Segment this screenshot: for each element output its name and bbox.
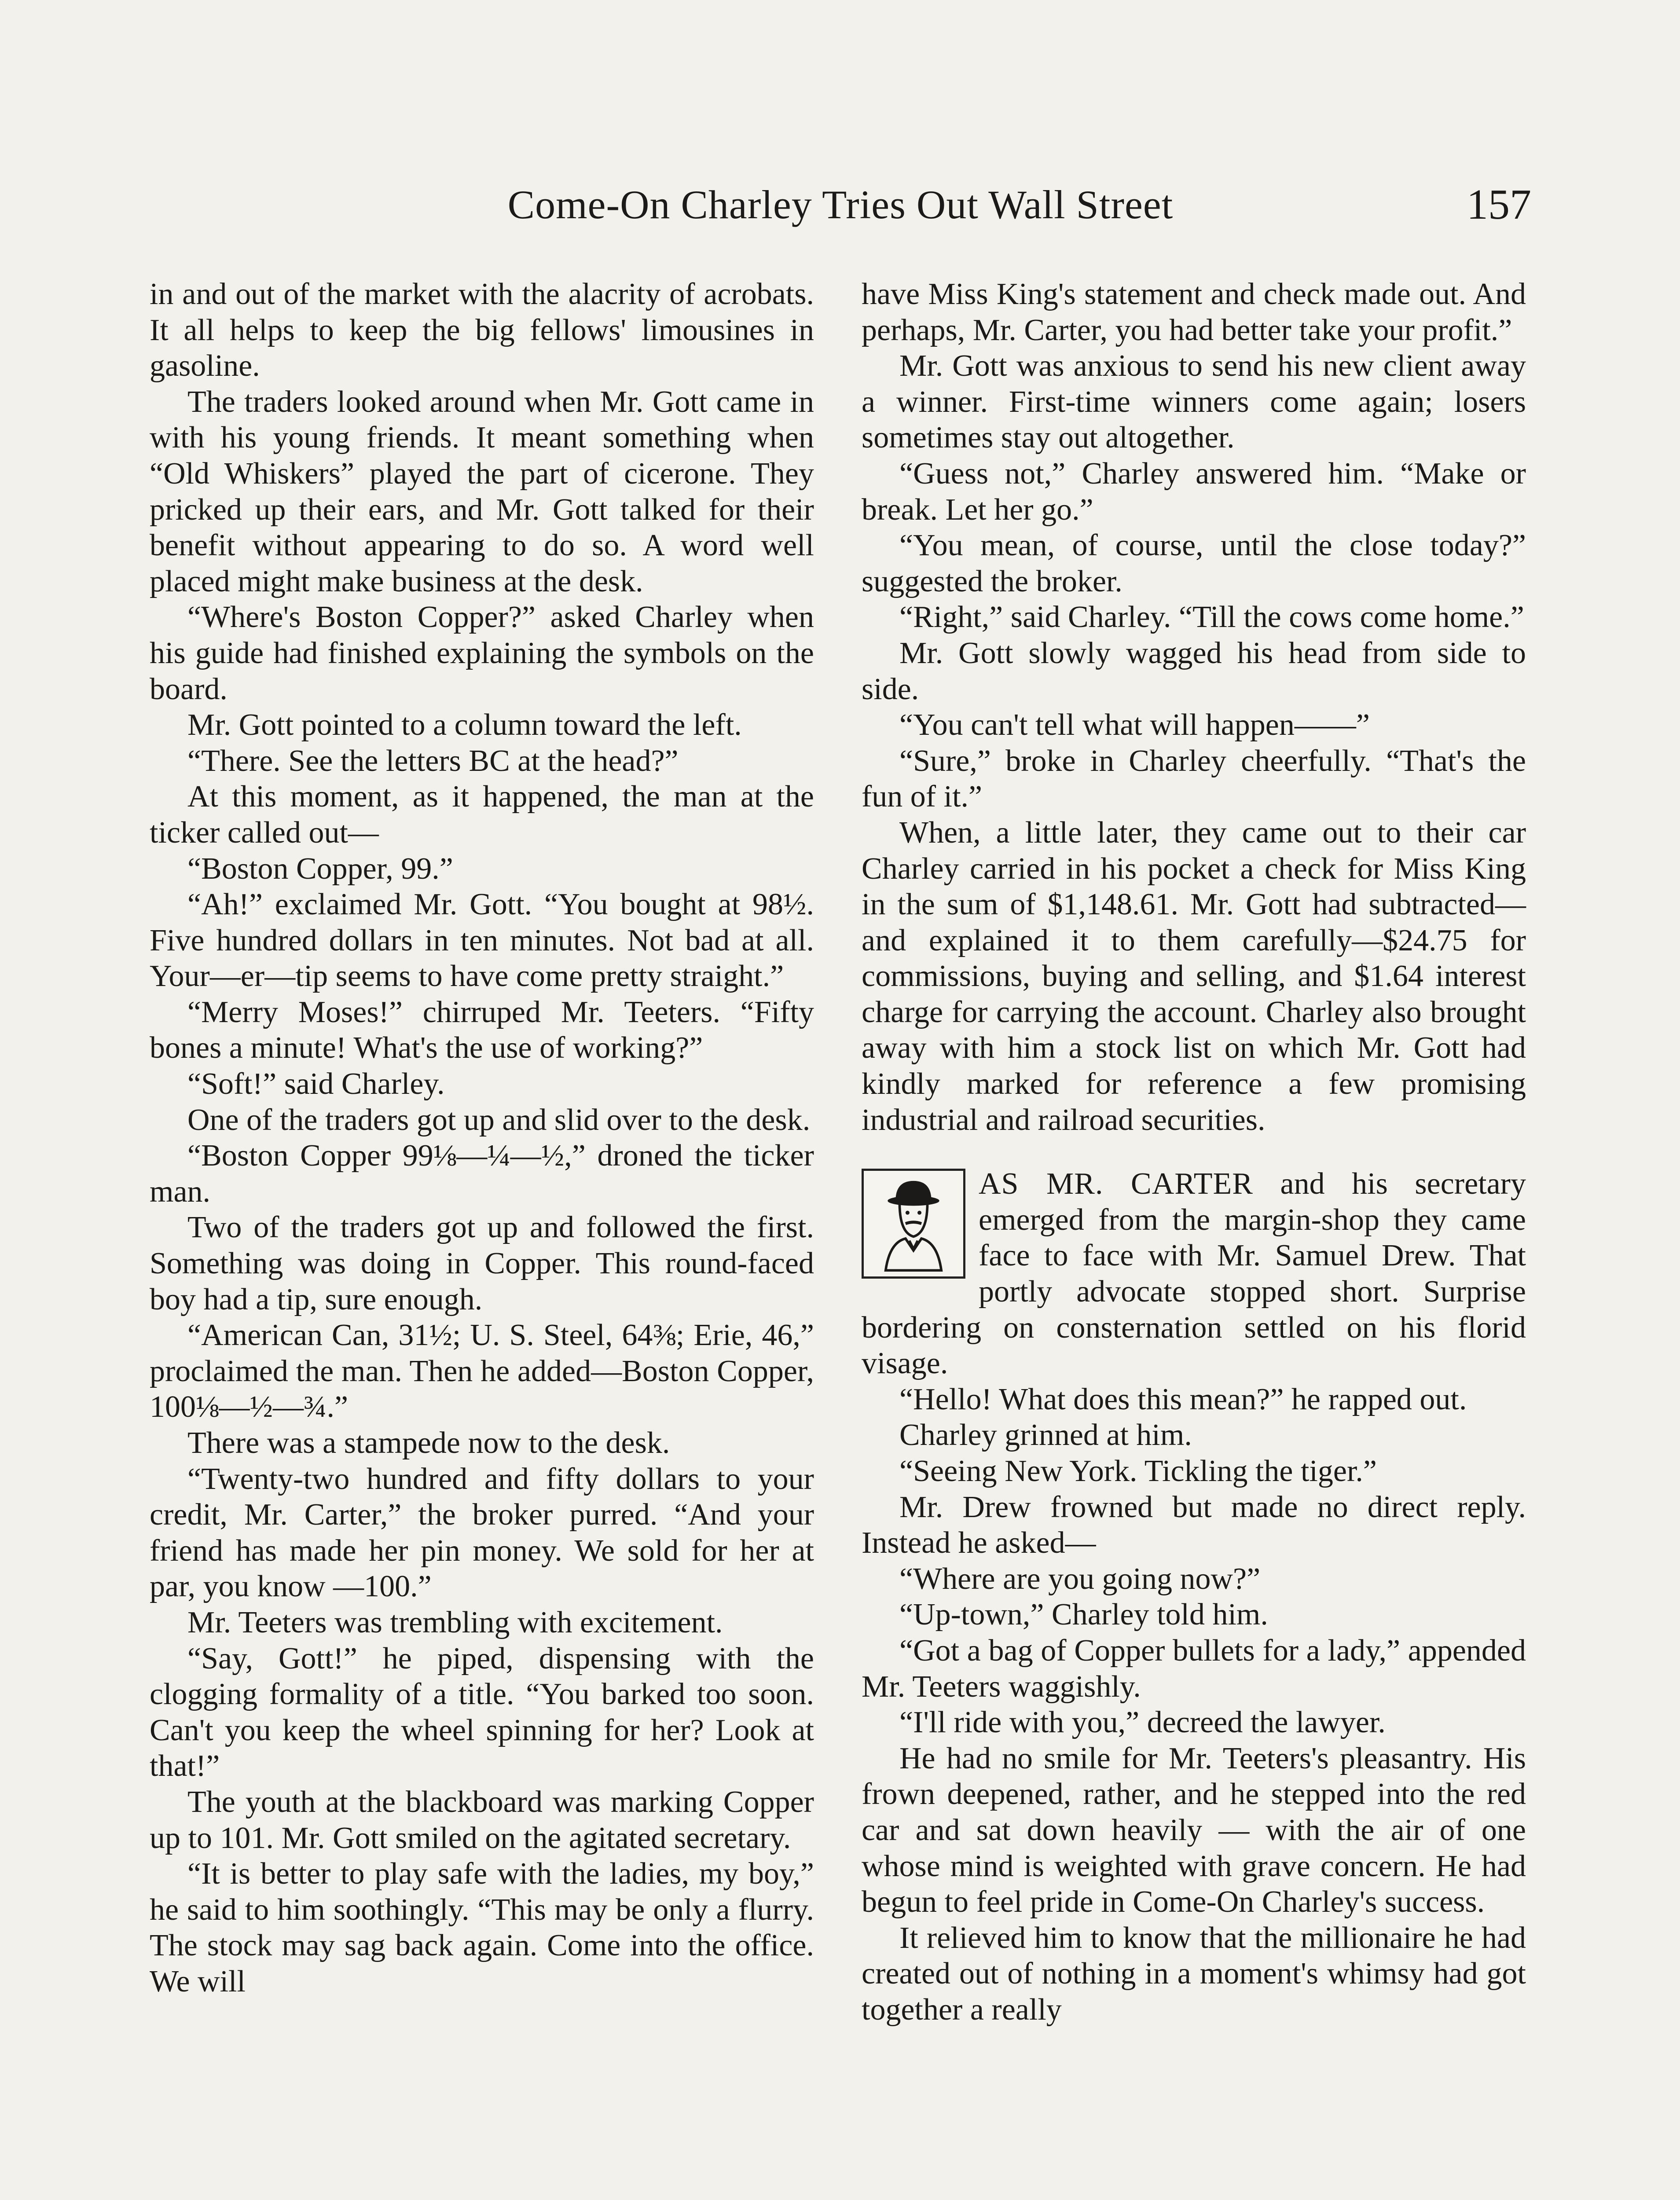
paragraph: Two of the traders got up and followed the first. Something was doing in Copper. This round-faced boy had a tip, sure enough. [150,1210,814,1316]
paragraph: “Hello! What does this mean?” he rapped out. [899,1382,1467,1416]
paragraph: “You can't tell what will happen——” [899,708,1370,742]
lead-rest: and his secretary emerged from the margin-shop they came face to face with Mr. Samuel Drew. That portly advocate stopped short. Surprise bordering on consternation settled on his florid visage. [862,1167,1526,1381]
paragraph: have Miss King's statement and check made out. And perhaps, Mr. Carter, you had better take your profit.” [862,277,1526,347]
paragraph: “Where are you going now?” [899,1562,1261,1596]
paragraph: Mr. Gott slowly wagged his head from side to side. [862,636,1526,706]
running-title: Come-On Charley Tries Out Wall Street [507,182,1174,227]
bowler-hat-man-vignette [862,1169,965,1279]
paragraph: The traders looked around when Mr. Gott came in with his young friends. It meant something when “Old Whiskers” played the part of cicerone. They pricked up their ears, and Mr. Gott talked for their benefit without appearing to do so. A word well placed might make business at the desk. [150,385,814,598]
paragraph: “Up-town,” Charley told him. [899,1598,1268,1632]
paragraph: “Twenty-two hundred and fifty dollars to your credit, Mr. Carter,” the broker purred. “And your friend has made her pin money. We sold for her at par, you know —100.” [150,1462,814,1604]
paragraph: The youth at the blackboard was marking Copper up to 101. Mr. Gott smiled on the agitated secretary. [150,1785,814,1855]
paragraph: in and out of the market with the alacrity of acrobats. It all helps to keep the big fellows' limousines in gasoline. [150,277,814,383]
paragraph: “I'll ride with you,” decreed the lawyer. [899,1705,1386,1740]
paragraph: “There. See the letters BC at the head?” [187,744,679,778]
paragraph: “Merry Moses!” chirruped Mr. Teeters. “Fifty bones a minute! What's the use of working?” [150,995,814,1065]
paragraph: “You mean, of course, until the close today?” suggested the broker. [862,528,1526,598]
paragraph: “Ah!” exclaimed Mr. Gott. “You bought at 98½. Five hundred dollars in ten minutes. Not bad at all. Your—er—tip seems to have come pretty straight.” [150,887,814,994]
paragraph: “Say, Gott!” he piped, dispensing with the clogging formality of a title. “You barked too soon. Can't you keep the wheel spinning for her? Look at that!” [150,1641,814,1783]
paragraph: He had no smile for Mr. Teeters's pleasantry. His frown deepened, rather, and he stepped into the red car and sat down heavily — with the air of one whose mind is weighted with grave concern. He had begun to feel pride in Come-On Charley's success. [862,1741,1526,1919]
paragraph: “Got a bag of Copper bullets for a lady,” appended Mr. Teeters waggishly. [862,1633,1526,1704]
paragraph: Mr. Gott pointed to a column toward the left. [187,708,742,742]
paragraph: “Soft!” said Charley. [187,1067,445,1101]
right-column [862,276,1526,2028]
paragraph: Mr. Teeters was trembling with excitement. [187,1605,723,1639]
paragraph: “Sure,” broke in Charley cheerfully. “That's the fun of it.” [862,744,1526,814]
paragraph: “Right,” said Charley. “Till the cows come home.” [899,600,1524,634]
paragraph: Mr. Gott was anxious to send his new client away a winner. First-time winners come again; losers sometimes stay out altogether. [862,349,1526,455]
paragraph: “Seeing New York. Tickling the tiger.” [899,1454,1377,1488]
paragraph: Charley grinned at him. [899,1418,1192,1452]
page-header [150,178,1531,244]
lead-caps: AS MR. CARTER [979,1167,1253,1201]
paragraph: There was a stampede now to the desk. [187,1426,670,1460]
paragraph: “Guess not,” Charley answered him. “Make or break. Let her go.” [862,456,1526,527]
paragraph: When, a little later, they came out to their car Charley carried in his pocket a check for Miss King in the sum of $1,148.61. Mr. Gott had subtracted—and explained it to them carefully—$24.75 for commissions, buying and selling, and $1.64 interest charge for carrying the account. Charley also brought away with him a stock list on which Mr. Gott had kindly marked for reference a few promising industrial and railroad securities. [862,815,1526,1137]
paragraph: At this moment, as it happened, the man at the ticker called out— [150,780,814,850]
paragraph: “Boston Copper, 99.” [187,851,453,886]
left-column [150,276,814,2000]
page-number: 157 [1467,181,1531,228]
paragraph: It relieved him to know that the millionaire he had created out of nothing in a moment's whimsy had got together a really [862,1921,1526,2027]
paragraph: Mr. Drew frowned but made no direct reply. Instead he asked— [862,1490,1526,1560]
paragraph: One of the traders got up and slid over to the desk. [187,1103,811,1137]
section-break [862,1166,1526,1382]
paragraph: “It is better to play safe with the ladies, my boy,” he said to him soothingly. “This may be only a flurry. The stock may sag back again. Come into the office. We will [150,1857,814,1998]
paragraph: “Boston Copper 99⅛—¼—½,” droned the ticker man. [150,1139,814,1209]
paragraph: “Where's Boston Copper?” asked Charley when his guide had finished explaining the symbols on the board. [150,600,814,706]
paragraph: “American Can, 31½; U. S. Steel, 64⅜; Erie, 46,” proclaimed the man. Then he added—Boston Copper, 100⅛—½—¾.” [150,1318,814,1424]
